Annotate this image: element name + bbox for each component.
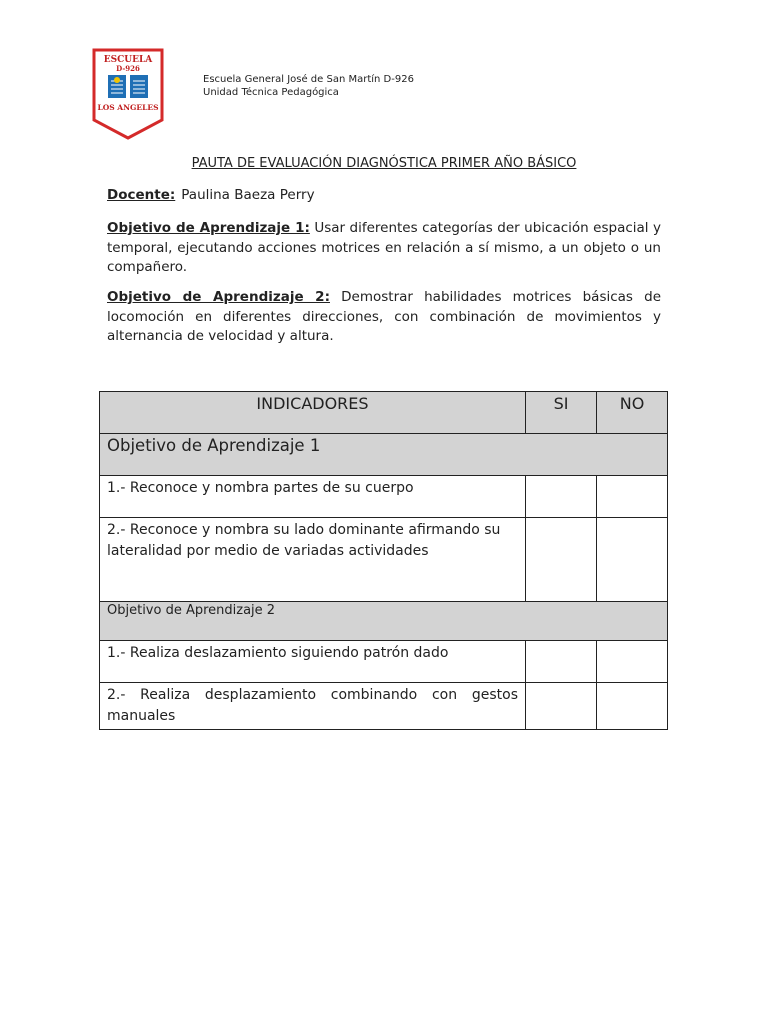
- objective-1: [107, 219, 661, 278]
- header-si: SI: [526, 392, 597, 434]
- objective-2: [107, 288, 661, 347]
- indicator-cell: 1.- Reconoce y nombra partes de su cuerpo: [100, 476, 526, 518]
- no-cell[interactable]: [597, 641, 668, 683]
- teacher-label: Docente:: [107, 187, 176, 203]
- section-row: [100, 434, 668, 476]
- indicator-cell: 2.- Reconoce y nombra su lado dominante afirmando su lateralidad por medio de variadas actividades: [100, 518, 526, 602]
- objective-1-text: Usar diferentes categorías der ubicación espacial y temporal, ejecutando acciones motrices en relación a sí mismo, a un objeto o un compañero.: [107, 220, 661, 275]
- school-name: Escuela General José de San Martín D-926: [203, 74, 414, 85]
- section-row: [100, 602, 668, 641]
- no-cell[interactable]: [597, 683, 668, 730]
- school-unit: Unidad Técnica Pedagógica: [203, 87, 339, 98]
- objective-2-label: Objetivo de Aprendizaje 2:: [107, 289, 330, 305]
- table-row: [100, 518, 668, 602]
- si-cell[interactable]: [526, 683, 597, 730]
- indicator-cell: 2.- Realiza desplazamiento combinando con gestos manuales: [100, 683, 526, 730]
- teacher-name: Paulina Baeza Perry: [181, 187, 315, 203]
- table-row: [100, 476, 668, 518]
- table-header-row: [100, 392, 668, 434]
- table-row: [100, 683, 668, 730]
- logo-code: D-926: [116, 64, 140, 73]
- si-cell[interactable]: [526, 476, 597, 518]
- no-cell[interactable]: [597, 476, 668, 518]
- section-title-1: Objetivo de Aprendizaje 1: [100, 434, 668, 476]
- document-title: PAUTA DE EVALUACIÓN DIAGNÓSTICA PRIMER AÑO BÁSICO: [191, 156, 577, 171]
- header-no: NO: [597, 392, 668, 434]
- logo-top-text: ESCUELA: [103, 55, 153, 65]
- objective-1-label: Objetivo de Aprendizaje 1:: [107, 220, 310, 236]
- indicator-cell: 1.- Realiza deslazamiento siguiendo patrón dado: [100, 641, 526, 683]
- teacher-line: [107, 187, 315, 203]
- objective-2-text: Demostrar habilidades motrices básicas de locomoción en diferentes direcciones, con combinación de movimientos y alternancia de velocidad y altura.: [107, 289, 661, 344]
- si-cell[interactable]: [526, 518, 597, 602]
- table-row: [100, 641, 668, 683]
- evaluation-table: [99, 391, 668, 730]
- section-title-2: Objetivo de Aprendizaje 2: [100, 602, 668, 641]
- no-cell[interactable]: [597, 518, 668, 602]
- si-cell[interactable]: [526, 641, 597, 683]
- school-header: [203, 73, 414, 99]
- header-indicators: INDICADORES: [100, 392, 526, 434]
- logo-bottom-text: LOS ANGELES: [97, 103, 159, 112]
- school-logo: [92, 48, 164, 140]
